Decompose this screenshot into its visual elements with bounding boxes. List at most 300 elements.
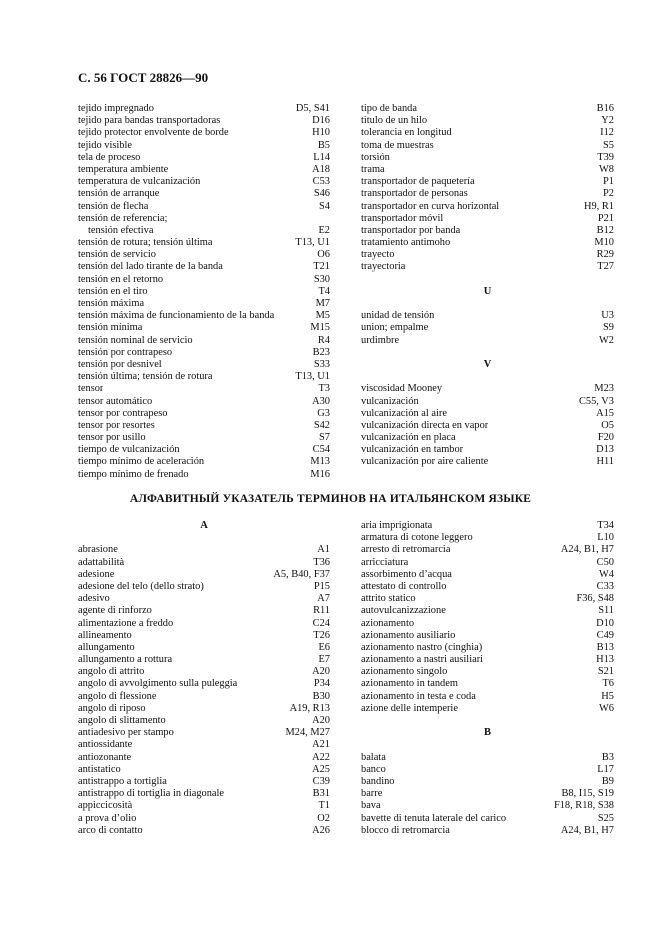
entry-term: antiozonante bbox=[78, 751, 132, 763]
entry-term: tensión en el tiro bbox=[78, 285, 148, 297]
index-entry bbox=[361, 152, 614, 164]
section-letter-u: U bbox=[483, 285, 492, 297]
index-entry bbox=[78, 776, 330, 788]
entry-term: trayecto bbox=[361, 249, 395, 261]
entry-code: T34 bbox=[597, 520, 614, 531]
index-entry bbox=[78, 569, 330, 581]
entry-list bbox=[78, 103, 330, 481]
entry-term: assorbimento d’acqua bbox=[361, 568, 452, 580]
entry-code: B12 bbox=[596, 224, 614, 236]
entry-code: M7 bbox=[315, 298, 330, 309]
entry-term: titulo de un hilo bbox=[361, 115, 428, 127]
entry-term: alimentazione a freddo bbox=[78, 617, 174, 629]
index-entry bbox=[78, 593, 330, 605]
entry-code: B23 bbox=[312, 346, 330, 358]
entry-code: H5 bbox=[601, 690, 614, 702]
entry-term: antiossidante bbox=[78, 739, 133, 751]
index-entry bbox=[78, 115, 330, 127]
entry-term: allungamento a rottura bbox=[78, 654, 173, 666]
index-entry bbox=[361, 225, 614, 237]
entry-code: H13 bbox=[596, 654, 614, 666]
index-entry bbox=[361, 813, 614, 825]
index-entry bbox=[361, 800, 614, 812]
entry-term: tiempo mínimo de frenado bbox=[78, 468, 189, 480]
entry-term: tejido impregnado bbox=[78, 103, 154, 114]
index-entry bbox=[78, 703, 330, 715]
entry-code: A19, R13 bbox=[289, 702, 330, 714]
entry-term: trayectoria bbox=[361, 261, 406, 273]
spanish-left-column bbox=[78, 103, 330, 481]
entry-code: M10 bbox=[594, 237, 614, 249]
index-entry bbox=[78, 298, 330, 310]
index-entry bbox=[78, 764, 330, 776]
index-entry bbox=[361, 188, 614, 200]
index-entry bbox=[361, 776, 614, 788]
entry-code: B5 bbox=[317, 139, 330, 151]
entry-code: C50 bbox=[596, 556, 614, 568]
entry-term: adesione del telo (dello strato) bbox=[78, 580, 204, 592]
index-entry bbox=[78, 544, 330, 556]
entry-term: tratamiento antimoho bbox=[361, 237, 451, 249]
entry-term: bavette di tenuta laterale del carico bbox=[361, 812, 507, 824]
entry-term: tensión del lado tirante de la banda bbox=[78, 261, 223, 273]
entry-term: antiadesivo per stampo bbox=[78, 727, 174, 739]
entry-term: tensión de flecha bbox=[78, 200, 149, 212]
entry-code: S5 bbox=[603, 139, 614, 151]
entry-term: azionamento ausiliario bbox=[361, 629, 456, 641]
entry-code: S30 bbox=[313, 273, 330, 285]
entry-term: a prova d’olio bbox=[78, 812, 137, 824]
entry-code: A18 bbox=[312, 163, 330, 175]
entry-term: unidad de tensión bbox=[361, 310, 435, 322]
entry-term: urdimbre bbox=[361, 334, 400, 346]
entry-term: vulcanización en tambor bbox=[361, 444, 464, 456]
index-entry bbox=[361, 444, 614, 456]
index-entry bbox=[361, 752, 614, 764]
entry-term: arresto di retromarcia bbox=[361, 544, 451, 556]
spacer bbox=[361, 371, 614, 383]
entry-code: T13, U1 bbox=[295, 371, 330, 383]
index-entry bbox=[361, 176, 614, 188]
entry-code: H10 bbox=[312, 127, 330, 139]
entry-code: D16 bbox=[312, 115, 330, 127]
entry-code: P34 bbox=[313, 678, 330, 690]
index-entry bbox=[78, 630, 330, 642]
index-entry bbox=[361, 678, 614, 690]
entry-code: E2 bbox=[318, 224, 330, 236]
entry-code: T36 bbox=[313, 556, 330, 568]
entry-code: R4 bbox=[317, 334, 330, 346]
index-entry bbox=[78, 618, 330, 630]
index-entry bbox=[78, 152, 330, 164]
entry-term: appiccicosità bbox=[78, 800, 133, 812]
entry-code: A20 bbox=[312, 715, 330, 726]
index-entry bbox=[78, 456, 330, 468]
entry-code: E7 bbox=[318, 654, 330, 666]
index-entry bbox=[361, 569, 614, 581]
italian-left-column bbox=[78, 520, 330, 837]
index-entry bbox=[361, 788, 614, 800]
entry-term: union; empalme bbox=[361, 322, 429, 334]
entry-code: P15 bbox=[313, 580, 330, 592]
entry-code: L17 bbox=[597, 763, 614, 775]
entry-code: T13, U1 bbox=[295, 237, 330, 249]
entry-list bbox=[361, 383, 614, 468]
index-entry bbox=[361, 593, 614, 605]
entry-code: B13 bbox=[596, 641, 614, 653]
index-entry bbox=[78, 642, 330, 654]
index-entry bbox=[361, 520, 614, 532]
index-entry bbox=[361, 764, 614, 776]
entry-term: attestato di controllo bbox=[361, 580, 447, 592]
entry-code: B9 bbox=[601, 775, 614, 787]
index-entry bbox=[361, 103, 614, 115]
entry-code: H11 bbox=[596, 456, 614, 468]
index-entry bbox=[78, 469, 330, 481]
entry-code: S25 bbox=[597, 812, 614, 824]
entry-code: W6 bbox=[598, 702, 614, 714]
entry-code: L14 bbox=[313, 151, 330, 163]
entry-term: tensión última; tensión de rotura bbox=[78, 371, 213, 383]
index-entry bbox=[78, 420, 330, 432]
index-entry bbox=[78, 140, 330, 152]
index-entry bbox=[361, 420, 614, 432]
entry-term: attrito statico bbox=[361, 593, 416, 605]
index-entry bbox=[78, 359, 330, 371]
index-entry bbox=[361, 237, 614, 249]
entry-term: azionamento a nastri ausiliari bbox=[361, 654, 484, 666]
entry-code: D13 bbox=[596, 444, 614, 456]
entry-code: I12 bbox=[600, 127, 614, 139]
entry-code: S9 bbox=[603, 322, 614, 334]
index-entry bbox=[361, 322, 614, 334]
entry-code: A20 bbox=[312, 666, 330, 678]
entry-term: bandino bbox=[361, 775, 395, 787]
entry-term: antistrappo a tortiglia bbox=[78, 775, 167, 787]
entry-code: A1 bbox=[317, 544, 330, 556]
index-entry bbox=[78, 739, 330, 751]
entry-code: C54 bbox=[312, 444, 330, 456]
entry-term: tensor bbox=[78, 383, 104, 395]
index-entry bbox=[361, 249, 614, 261]
entry-code: P21 bbox=[597, 212, 614, 224]
index-entry bbox=[361, 581, 614, 593]
entry-term: angolo di avvolgimento sulla puleggia bbox=[78, 678, 238, 690]
index-entry bbox=[361, 335, 614, 347]
entry-code: T27 bbox=[597, 261, 614, 273]
entry-code: W8 bbox=[598, 163, 614, 175]
index-entry bbox=[78, 237, 330, 249]
index-entry bbox=[78, 310, 330, 322]
entry-term: tensión en el retorno bbox=[78, 273, 164, 285]
index-entry bbox=[78, 103, 330, 115]
entry-term: adattabilità bbox=[78, 556, 125, 568]
entry-term: adesivo bbox=[78, 593, 110, 605]
index-entry bbox=[78, 715, 330, 727]
entry-term: tensión de referencia; bbox=[78, 212, 168, 224]
index-entry bbox=[78, 261, 330, 273]
entry-code: B8, I15, S19 bbox=[561, 788, 614, 800]
entry-code: A22 bbox=[312, 751, 330, 763]
spacer bbox=[361, 298, 614, 310]
entry-term: banco bbox=[361, 763, 386, 775]
entry-code: T21 bbox=[313, 261, 330, 273]
page-header: С. 56 ГОСТ 28826—90 bbox=[78, 70, 209, 85]
entry-code: M15 bbox=[310, 322, 330, 334]
entry-code: A24, B1, H7 bbox=[560, 544, 614, 556]
entry-term: transportador por banda bbox=[361, 224, 461, 236]
entry-term: barre bbox=[361, 788, 383, 800]
entry-code: S33 bbox=[313, 358, 330, 370]
index-entry bbox=[78, 727, 330, 739]
spanish-right-column bbox=[361, 103, 614, 469]
entry-term: transportador de paquetería bbox=[361, 176, 475, 188]
entry-code: M16 bbox=[310, 468, 330, 480]
index-entry bbox=[78, 557, 330, 569]
index-entry bbox=[78, 176, 330, 188]
entry-code: S4 bbox=[319, 200, 330, 212]
section-letter-b: B bbox=[483, 727, 491, 739]
entry-code: A5, B40, F37 bbox=[273, 568, 330, 580]
entry-term: angolo di riposo bbox=[78, 702, 146, 714]
entry-term: tolerancia en longitud bbox=[361, 127, 452, 139]
index-entry bbox=[361, 825, 614, 837]
index-entry bbox=[78, 752, 330, 764]
index-entry bbox=[361, 408, 614, 420]
entry-code: A30 bbox=[312, 395, 330, 407]
entry-term: tensión máxima de funcionamiento de la banda bbox=[78, 310, 275, 322]
entry-code: A21 bbox=[312, 739, 330, 751]
index-entry bbox=[78, 666, 330, 678]
entry-term: antistrappo di tortiglia in diagonale bbox=[78, 788, 225, 800]
index-entry bbox=[78, 164, 330, 176]
entry-term: angolo di attrito bbox=[78, 666, 145, 678]
entry-term: tensor por usillo bbox=[78, 432, 146, 444]
entry-term: transportador de personas bbox=[361, 188, 468, 200]
entry-code: T39 bbox=[597, 151, 614, 163]
index-entry bbox=[78, 347, 330, 359]
entry-code: S46 bbox=[313, 188, 330, 200]
entry-term: balata bbox=[361, 751, 386, 763]
spacer bbox=[361, 274, 614, 286]
index-entry bbox=[78, 383, 330, 395]
spacer bbox=[361, 715, 614, 727]
section-letter-a: A bbox=[200, 520, 208, 531]
entry-term: tiempo de vulcanización bbox=[78, 444, 180, 456]
index-entry bbox=[361, 654, 614, 666]
entry-code: Y2 bbox=[601, 115, 614, 127]
entry-term: allungamento bbox=[78, 641, 135, 653]
entry-term: angolo di flessione bbox=[78, 690, 157, 702]
entry-term: tensor automático bbox=[78, 395, 153, 407]
entry-code: T4 bbox=[318, 285, 330, 297]
entry-code: D10 bbox=[596, 617, 614, 629]
index-entry bbox=[78, 371, 330, 383]
index-entry bbox=[361, 666, 614, 678]
entry-term: angolo di slittamento bbox=[78, 715, 166, 726]
entry-term: torsión bbox=[361, 151, 390, 163]
entry-term: azionamento singolo bbox=[361, 666, 448, 678]
entry-code: F36, S48 bbox=[576, 593, 614, 605]
entry-term: tensión de servicio bbox=[78, 249, 156, 261]
entry-code: B31 bbox=[312, 788, 330, 800]
entry-code: R29 bbox=[596, 249, 614, 261]
entry-code: S21 bbox=[597, 666, 614, 678]
entry-code: B16 bbox=[596, 103, 614, 114]
entry-code: A7 bbox=[317, 593, 330, 605]
entry-code: C39 bbox=[312, 775, 330, 787]
entry-list bbox=[361, 310, 614, 347]
entry-code: T3 bbox=[318, 383, 330, 395]
entry-term: transportador en curva horizontal bbox=[361, 200, 500, 212]
entry-term: tiempo mínimo de aceleración bbox=[78, 456, 205, 468]
entry-term: aria imprigionata bbox=[361, 520, 433, 531]
index-entry bbox=[78, 800, 330, 812]
entry-code: H9, R1 bbox=[583, 200, 614, 212]
index-entry bbox=[78, 444, 330, 456]
index-entry bbox=[361, 127, 614, 139]
entry-term: arricciatura bbox=[361, 556, 409, 568]
index-entry bbox=[361, 642, 614, 654]
entry-term: azionamento in testa e coda bbox=[361, 690, 476, 702]
spacer bbox=[361, 739, 614, 751]
index-entry bbox=[78, 396, 330, 408]
entry-term: tensión por desnivel bbox=[78, 358, 162, 370]
entry-code: A24, B1, H7 bbox=[560, 824, 614, 836]
entry-code: T26 bbox=[313, 629, 330, 641]
index-entry bbox=[361, 261, 614, 273]
index-entry bbox=[78, 691, 330, 703]
index-entry bbox=[361, 605, 614, 617]
entry-code: B30 bbox=[312, 690, 330, 702]
entry-term: autovulcanizzazione bbox=[361, 605, 446, 617]
entry-term: abrasione bbox=[78, 544, 118, 556]
index-entry bbox=[361, 456, 614, 468]
entry-code: F18, R18, S38 bbox=[553, 800, 614, 812]
index-entry bbox=[361, 383, 614, 395]
italian-index-title: АЛФАВИТНЫЙ УКАЗАТЕЛЬ ТЕРМИНОВ НА ИТАЛЬЯНСКОМ ЯЗЫКЕ bbox=[129, 493, 532, 505]
index-entry bbox=[361, 557, 614, 569]
entry-code: C33 bbox=[596, 580, 614, 592]
entry-term: tensión de rotura; tensión última bbox=[78, 237, 213, 249]
entry-term: azionamento bbox=[361, 617, 415, 629]
entry-code: S7 bbox=[319, 432, 330, 444]
entry-term: tensión nominal de servicio bbox=[78, 334, 193, 346]
entry-code: G3 bbox=[317, 407, 330, 419]
entry-term: tensión máxima bbox=[78, 298, 145, 309]
index-entry bbox=[78, 825, 330, 837]
entry-term: tensor por resortes bbox=[78, 419, 155, 431]
index-entry bbox=[78, 127, 330, 139]
index-entry bbox=[78, 213, 330, 225]
entry-list bbox=[361, 520, 614, 715]
index-entry bbox=[78, 225, 330, 237]
entry-term: vulcanización al aire bbox=[361, 407, 447, 419]
entry-code: D5, S41 bbox=[295, 103, 330, 114]
entry-code: T6 bbox=[602, 678, 614, 690]
spacer bbox=[78, 532, 330, 544]
entry-code: O5 bbox=[601, 419, 614, 431]
entry-term: blocco di retromarcia bbox=[361, 824, 450, 836]
entry-term: tejido visible bbox=[78, 139, 132, 151]
entry-term: vulcanización bbox=[361, 395, 419, 407]
index-entry bbox=[361, 432, 614, 444]
entry-term: vulcanización directa en vapor bbox=[361, 419, 489, 431]
entry-code: E6 bbox=[318, 641, 330, 653]
entry-code: A26 bbox=[312, 824, 330, 836]
entry-code: P2 bbox=[603, 188, 614, 200]
entry-term: arco di contatto bbox=[78, 824, 143, 836]
entry-code: O6 bbox=[317, 249, 330, 261]
entry-code: M5 bbox=[315, 310, 330, 322]
entry-term: trama bbox=[361, 163, 385, 175]
entry-term: tejido protector envolvente de borde bbox=[78, 127, 229, 139]
entry-code bbox=[326, 213, 330, 225]
entry-list bbox=[78, 544, 330, 837]
entry-term: tensión de arranque bbox=[78, 188, 160, 200]
index-entry bbox=[78, 274, 330, 286]
entry-term: vulcanización en placa bbox=[361, 432, 456, 444]
index-entry bbox=[78, 408, 330, 420]
index-entry bbox=[78, 322, 330, 334]
entry-term: armatura di cotone leggero bbox=[361, 532, 473, 544]
entry-code: O2 bbox=[317, 812, 330, 824]
entry-term: tensor por contrapeso bbox=[78, 407, 168, 419]
entry-code: S42 bbox=[313, 419, 330, 431]
entry-code: W2 bbox=[598, 334, 614, 346]
entry-code: T1 bbox=[318, 800, 330, 812]
index-entry bbox=[78, 605, 330, 617]
entry-code: A15 bbox=[596, 407, 614, 419]
entry-code: P1 bbox=[603, 176, 614, 188]
index-entry bbox=[78, 249, 330, 261]
index-entry bbox=[78, 788, 330, 800]
index-entry bbox=[361, 630, 614, 642]
index-entry bbox=[78, 654, 330, 666]
entry-term: viscosidad Mooney bbox=[361, 383, 443, 395]
entry-code: W4 bbox=[598, 568, 614, 580]
index-entry bbox=[361, 201, 614, 213]
entry-term: allineamento bbox=[78, 629, 132, 641]
entry-code: M13 bbox=[310, 456, 330, 468]
index-entry bbox=[361, 164, 614, 176]
index-entry bbox=[78, 188, 330, 200]
entry-code: C55, V3 bbox=[578, 395, 614, 407]
entry-term: agente di rinforzo bbox=[78, 605, 152, 617]
entry-list bbox=[361, 752, 614, 837]
entry-code: L10 bbox=[597, 532, 614, 544]
entry-code: R11 bbox=[313, 605, 330, 617]
index-entry bbox=[361, 310, 614, 322]
index-entry bbox=[361, 532, 614, 544]
italian-right-column bbox=[361, 520, 614, 837]
entry-code: C49 bbox=[596, 629, 614, 641]
entry-code: S11 bbox=[598, 605, 614, 617]
entry-code: B3 bbox=[601, 751, 614, 763]
index-entry bbox=[361, 618, 614, 630]
entry-code: M24, M27 bbox=[285, 727, 330, 739]
index-entry bbox=[361, 703, 614, 715]
entry-term: azionamento in tandem bbox=[361, 678, 458, 690]
entry-term: bava bbox=[361, 800, 381, 812]
entry-code: F20 bbox=[597, 432, 614, 444]
entry-code: U3 bbox=[601, 310, 614, 322]
index-entry bbox=[78, 581, 330, 593]
entry-term: azione delle intemperie bbox=[361, 702, 458, 714]
entry-term: transportador móvil bbox=[361, 212, 444, 224]
index-entry bbox=[361, 691, 614, 703]
entry-term: vulcanización por aire caliente bbox=[361, 456, 489, 468]
